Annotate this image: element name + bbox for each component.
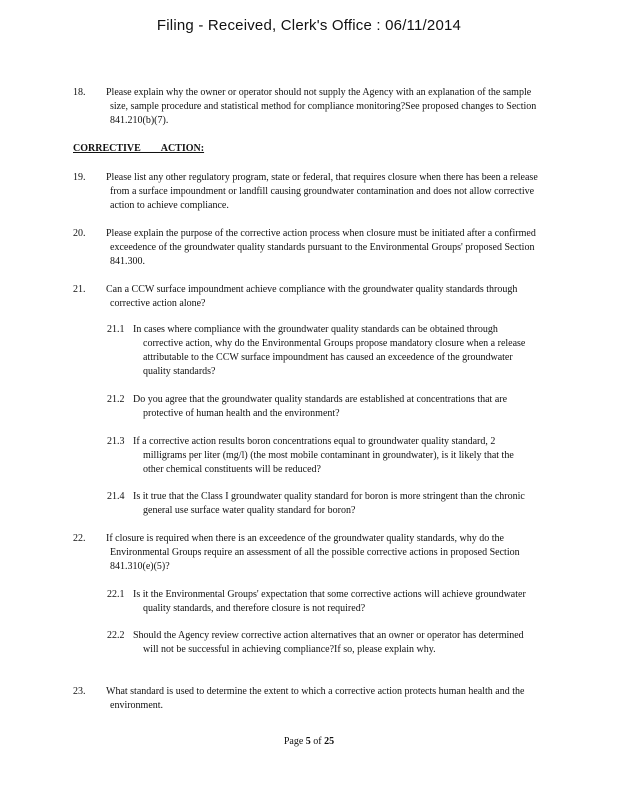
subquestion-text: Should the Agency review corrective action alternatives that an owner or operator has determined will not be successful in achieving compliance?If so, please explain why. <box>133 630 524 655</box>
question-22 <box>73 532 543 574</box>
subquestion-text: Do you agree that the groundwater quality standards are established at concentrations that are protective of human health and the environment? <box>133 394 508 419</box>
question-20 <box>73 227 543 269</box>
question-text: Can a CCW surface impoundment achieve compliance with the groundwater quality standards through corrective action alone? <box>106 284 518 309</box>
question-19 <box>73 171 543 213</box>
question-text: Please list any other regulatory program, state or federal, that requires closure when there has been a release from a surface impoundment or landfill causing groundwater contamination and does not allow corrective action to achieve compliance. <box>106 172 538 211</box>
question-number: 20. <box>73 228 86 239</box>
question-text: Please explain why the owner or operator should not supply the Agency with an explanation of the sample size, sample procedure and statistical method for compliance monitoring?See proposed changes to Section 841.210(b)(7). <box>106 87 537 126</box>
subquestion-text: Is it true that the Class I groundwater quality standard for boron is more stringent than the chronic general use surface water quality standard for boron? <box>133 491 525 516</box>
question-text: Please explain the purpose of the corrective action process when closure must be initiated after a confirmed exceedence of the groundwater quality standards pursuant to the Environmental Groups' proposed Section 841.300. <box>106 228 536 267</box>
question-number: 23. <box>73 686 86 697</box>
filing-date: : 06/11/2014 <box>376 17 462 34</box>
total-pages: 25 <box>324 736 335 747</box>
of-label: of <box>313 736 322 747</box>
subquestion-number: 22.2 <box>107 630 125 641</box>
subquestion-22-1 <box>107 588 527 616</box>
subquestion-text: Is it the Environmental Groups' expectation that some corrective actions will achieve groundwater quality standards, and therefore closure is not required? <box>133 589 526 614</box>
filing-status: Filing - Received, Clerk's Office <box>156 17 372 34</box>
subquestion-number: 21.2 <box>107 394 125 405</box>
section-heading: CORRECTIVE ACTION: <box>73 143 205 154</box>
page-number: 5 <box>305 736 311 747</box>
subquestion-21-1 <box>107 323 527 379</box>
subquestion-21-4 <box>107 490 527 518</box>
subquestion-text: If a corrective action results boron concentrations equal to groundwater quality standard, 2 milligrams per liter (mg/l) (the most mobile contaminant in groundwater), is it likely that the other chemical constituents will be reduced? <box>133 436 514 475</box>
subquestion-number: 21.3 <box>107 436 125 447</box>
question-text: What standard is used to determine the extent to which a corrective action protects human health and the environment. <box>106 686 525 711</box>
question-number: 22. <box>73 533 86 544</box>
question-18 <box>73 86 543 128</box>
question-21 <box>73 283 543 311</box>
subquestion-number: 21.1 <box>107 324 125 335</box>
subquestion-21-3 <box>107 435 527 477</box>
subquestion-text: In cases where compliance with the groundwater quality standards can be obtained through corrective action, why do the Environmental Groups propose mandatory closure when a release attributable to the CCW surface impoundment has caused an exceedence of the groundwater quality standards? <box>133 324 526 377</box>
page-footer <box>0 736 618 747</box>
question-number: 18. <box>73 87 86 98</box>
subquestion-21-2 <box>107 393 527 421</box>
page-label: Page <box>283 736 304 747</box>
question-number: 19. <box>73 172 86 183</box>
question-number: 21. <box>73 284 86 295</box>
filing-stamp-header <box>0 17 618 34</box>
question-23 <box>73 685 543 713</box>
subquestion-number: 21.4 <box>107 491 125 502</box>
subquestion-number: 22.1 <box>107 589 125 600</box>
question-text: If closure is required when there is an exceedence of the groundwater quality standards, why do the Environmental Groups require an assessment of all the possible corrective actions in proposed Section 841.310(e)(5)? <box>106 533 520 572</box>
subquestion-22-2 <box>107 629 527 657</box>
